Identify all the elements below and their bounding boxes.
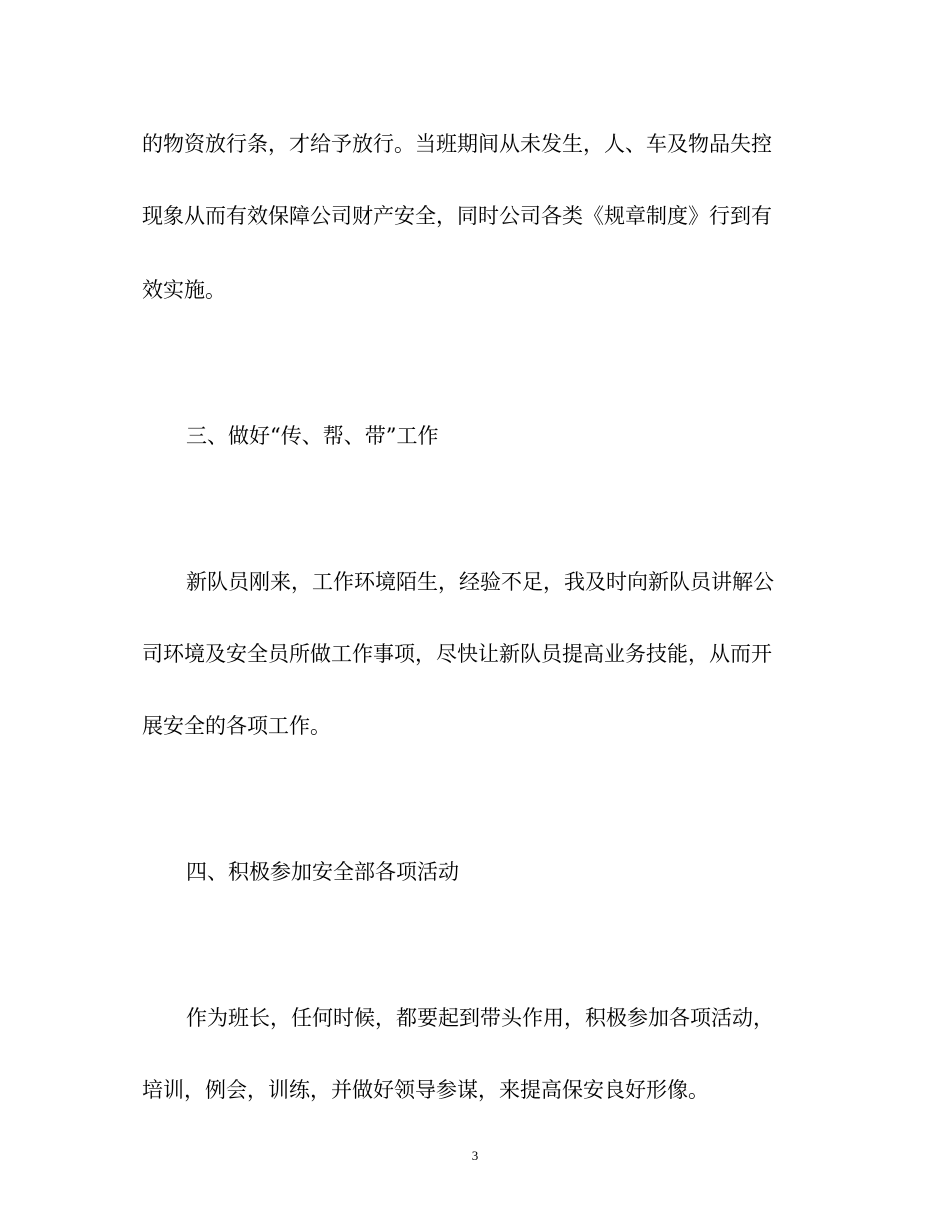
- page-number: 3: [471, 1148, 479, 1163]
- paragraph-line: 培训，例会，训练，并做好领导参谋，来提高保安良好形像。: [142, 1078, 709, 1102]
- paragraph-line: 新队员刚来，工作环境陌生，经验不足，我及时向新队员讲解公: [186, 570, 774, 594]
- paragraph-line: 司环境及安全员所做工作事项，尽快让新队员提高业务技能，从而开: [142, 642, 772, 666]
- paragraph-line: 效实施。: [142, 278, 226, 302]
- paragraph-line: 展安全的各项工作。: [142, 714, 331, 738]
- section-heading: 四、积极参加安全部各项活动: [186, 860, 459, 884]
- paragraph-line: 的物资放行条，才给予放行。当班期间从未发生，人、车及物品失控: [142, 132, 772, 156]
- paragraph-line: 现象从而有效保障公司财产安全，同时公司各类《规章制度》行到有: [142, 204, 772, 228]
- paragraph-line: 作为班长，任何时候，都要起到带头作用，积极参加各项活动，: [186, 1006, 774, 1030]
- section-heading: 三、做好“传、帮、带”工作: [186, 424, 439, 448]
